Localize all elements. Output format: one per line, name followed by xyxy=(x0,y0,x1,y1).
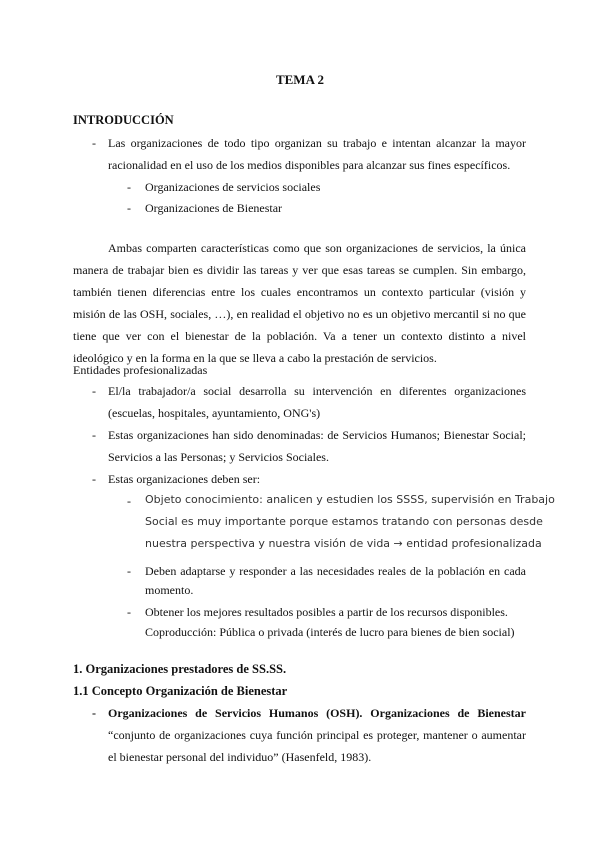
entidades-sub-line: Deben adaptarse y responder a las necesidades reales de la población en cada xyxy=(145,564,526,578)
bullet-dash: - xyxy=(92,136,96,150)
bullet-dash: - xyxy=(92,706,96,720)
entidades-sub-line: momento. xyxy=(145,583,194,597)
intro-heading: INTRODUCCIÓN xyxy=(73,113,174,127)
subsection-heading: 1.1 Concepto Organización de Bienestar xyxy=(73,684,288,698)
intro-bullet-line: racionalidad en el uso de los medios disponibles para alcanzar sus fines específicos. xyxy=(108,158,511,172)
intro-paragraph-line: ideológico y en la forma en la que se lleva a cabo la prestación de servicios. xyxy=(73,351,437,365)
sub-bullet-dash: - xyxy=(127,180,131,194)
entidades-bullet-line: Estas organizaciones han sido denominadas: de Servicios Humanos; Bienestar Social; xyxy=(108,428,526,442)
intro-sub-item: Organizaciones de Bienestar xyxy=(145,201,283,215)
bullet-dash: - xyxy=(92,428,96,442)
sub-bullet-dash: - xyxy=(127,564,131,578)
osh-definition-heading: Organizaciones de Servicios Humanos (OSH). Organizaciones de Bienestar xyxy=(108,706,526,720)
bullet-dash: - xyxy=(92,384,96,398)
page-title: TEMA 2 xyxy=(275,72,325,87)
osh-quote-line: “conjunto de organizaciones cuya función principal es proteger, mantener o aumentar xyxy=(108,728,526,742)
intro-sub-item: Organizaciones de servicios sociales xyxy=(145,180,321,194)
entidades-heading: Entidades profesionalizadas xyxy=(73,363,208,377)
entidades-bullet-line: Servicios a las Personas; y Servicios Sociales. xyxy=(108,450,329,464)
entidades-sub-line: Coproducción: Pública o privada (interés de lucro para bienes de bien social) xyxy=(145,625,515,639)
sub-bullet-dash: - xyxy=(127,201,131,215)
entidades-sub-line: Objeto conocimiento: analicen y estudien los SSSS, supervisión en Trabajo xyxy=(145,493,555,506)
entidades-bullet-line: El/la trabajador/a social desarrolla su intervención en diferentes organizaciones xyxy=(108,384,526,398)
intro-paragraph-line: Ambas comparten características como que son organizaciones de servicios, la única xyxy=(108,241,526,255)
section-heading: 1. Organizaciones prestadores de SS.SS. xyxy=(73,662,287,676)
entidades-sub-line: nuestra perspectiva y nuestra visión de vida → entidad profesionalizada xyxy=(145,537,542,550)
entidades-bullet-line: Estas organizaciones deben ser: xyxy=(108,472,261,486)
intro-bullet-line: Las organizaciones de todo tipo organizan su trabajo e intentan alcanzar la mayor xyxy=(108,136,526,150)
intro-paragraph-line: misión de las OSH, sociales, …), en realidad el objetivo no es un objetivo mercantil si no que xyxy=(73,307,526,321)
intro-paragraph-line: también tienen diferencias entre los cuales encontramos un contexto particular (visión y xyxy=(73,285,526,299)
sub-bullet-dash: - xyxy=(127,605,131,619)
entidades-sub-line: Obtener los mejores resultados posibles a partir de los recursos disponibles. xyxy=(145,605,508,619)
intro-paragraph-line: tiene que ver con el bienestar de la población. Va a tener un contexto distinto a nivel xyxy=(73,329,526,343)
intro-paragraph-line: manera de trabajar bien es dividir las tareas y ver que esas tareas se cumplen. Sin embargo, xyxy=(73,263,526,277)
sub-bullet-dash: - xyxy=(127,494,131,508)
osh-quote-line: el bienestar personal del individuo” (Hasenfeld, 1983). xyxy=(108,750,372,764)
entidades-sub-line: Social es muy importante porque estamos tratando con personas desde xyxy=(145,515,543,528)
bullet-dash: - xyxy=(92,472,96,486)
entidades-bullet-line: (escuelas, hospitales, ayuntamiento, ONG's) xyxy=(108,406,321,420)
